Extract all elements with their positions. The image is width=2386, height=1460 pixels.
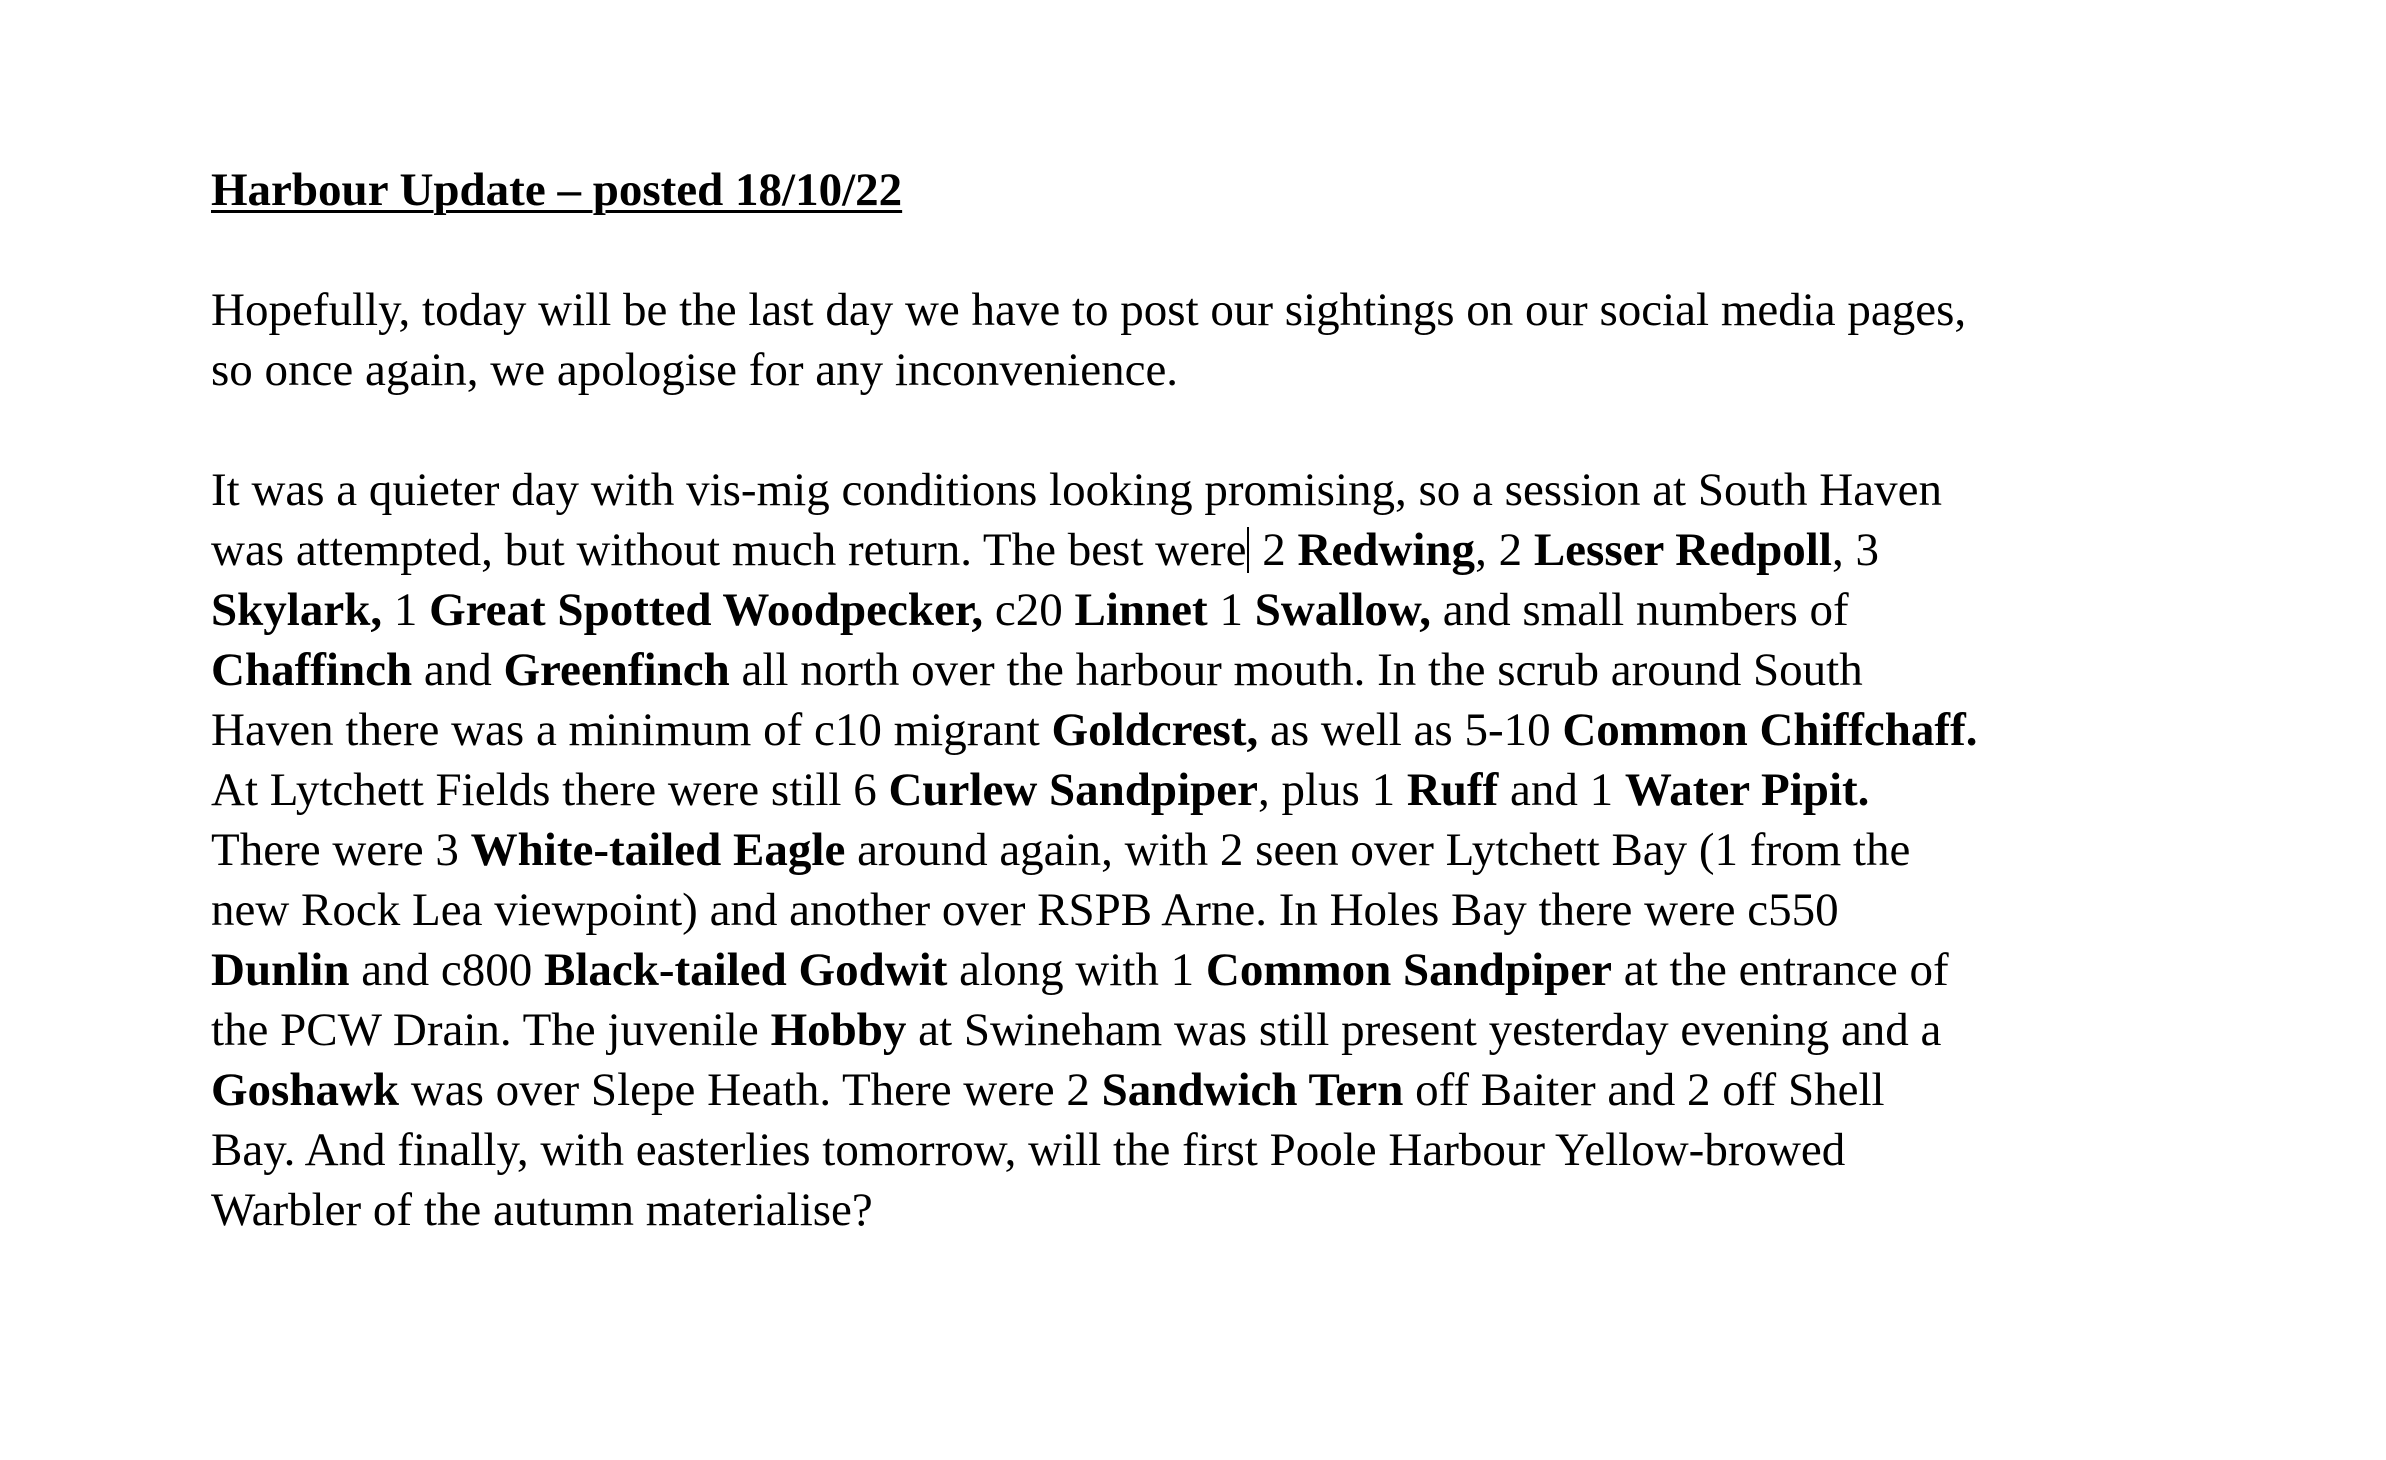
text-run: was attempted, but without much return. The best were — [211, 524, 1247, 576]
report-line — [211, 640, 2211, 700]
species-redwing: Redwing — [1297, 524, 1476, 576]
species-great-spotted-woodpecker: Great Spotted Woodpecker, — [429, 584, 984, 636]
report-line — [211, 1000, 2211, 1060]
species-lesser-redpoll: Lesser Redpoll — [1533, 524, 1832, 576]
text-run: 1 — [382, 584, 430, 636]
text-run: and small numbers of — [1431, 584, 1849, 636]
species-common-chiffchaff: Common Chiffchaff. — [1562, 704, 1978, 756]
species-curlew-sandpiper: Curlew Sandpiper — [888, 764, 1258, 816]
text-run: , 2 — [1475, 524, 1534, 576]
species-ruff: Ruff — [1406, 764, 1499, 816]
report-line: It was a quieter day with vis-mig conditions looking promising, so a session at South Haven — [211, 464, 1942, 516]
text-run: 2 — [1250, 524, 1298, 576]
text-run: off Baiter and 2 off Shell — [1403, 1064, 1885, 1116]
report-line — [211, 700, 2211, 760]
document-title: Harbour Update – posted 18/10/22 — [211, 164, 903, 216]
species-greenfinch: Greenfinch — [503, 644, 730, 696]
text-run: at Swineham was still present yesterday evening and a — [906, 1004, 1942, 1056]
text-run: along with 1 — [947, 944, 1206, 996]
text-run: all north over the harbour mouth. In the scrub around South — [729, 644, 1863, 696]
text-run: was over Slepe Heath. There were 2 — [399, 1064, 1102, 1116]
species-goshawk: Goshawk — [211, 1064, 400, 1116]
intro-line: so once again, we apologise for any inconvenience. — [211, 344, 1179, 396]
species-water-pipit: Water Pipit. — [1624, 764, 1870, 816]
text-run: and — [412, 644, 504, 696]
species-dunlin: Dunlin — [211, 944, 350, 996]
intro-paragraph — [211, 280, 2211, 400]
text-run: and c800 — [349, 944, 544, 996]
report-line — [211, 520, 2211, 580]
text-run: Haven there was a minimum of c10 migrant — [211, 704, 1052, 756]
intro-line: Hopefully, today will be the last day we have to post our sightings on our social media pages, — [211, 284, 1967, 336]
report-line: new Rock Lea viewpoint) and another over RSPB Arne. In Holes Bay there were c550 — [211, 884, 1839, 936]
species-sandwich-tern: Sandwich Tern — [1101, 1064, 1404, 1116]
text-run: , 3 — [1831, 524, 1879, 576]
species-hobby: Hobby — [770, 1004, 907, 1056]
text-run: c20 — [983, 584, 1075, 636]
text-run: At Lytchett Fields there were still 6 — [211, 764, 889, 816]
document-page — [211, 160, 2211, 1300]
text-run: at the entrance of — [1612, 944, 1949, 996]
report-line: Bay. And finally, with easterlies tomorrow, will the first Poole Harbour Yellow-browed — [211, 1124, 1846, 1176]
text-run: around again, with 2 seen over Lytchett Bay (1 from the — [845, 824, 1911, 876]
species-skylark: Skylark, — [211, 584, 383, 636]
report-line — [211, 940, 2211, 1000]
report-line — [211, 1060, 2211, 1120]
report-line: Warbler of the autumn materialise? — [211, 1184, 873, 1236]
species-goldcrest: Goldcrest, — [1051, 704, 1259, 756]
species-linnet: Linnet — [1074, 584, 1208, 636]
report-line — [211, 820, 2211, 880]
text-run: the PCW Drain. The juvenile — [211, 1004, 771, 1056]
species-black-tailed-godwit: Black-tailed Godwit — [543, 944, 948, 996]
species-white-tailed-eagle: White-tailed Eagle — [470, 824, 846, 876]
report-line — [211, 760, 2211, 820]
text-run: There were 3 — [211, 824, 471, 876]
text-run: as well as 5-10 — [1258, 704, 1563, 756]
report-line — [211, 580, 2211, 640]
text-run: and 1 — [1498, 764, 1625, 816]
text-run: 1 — [1207, 584, 1255, 636]
species-common-sandpiper: Common Sandpiper — [1205, 944, 1612, 996]
sightings-paragraph — [211, 460, 2211, 1240]
species-swallow: Swallow, — [1254, 584, 1431, 636]
text-run: , plus 1 — [1257, 764, 1407, 816]
species-chaffinch: Chaffinch — [211, 644, 413, 696]
